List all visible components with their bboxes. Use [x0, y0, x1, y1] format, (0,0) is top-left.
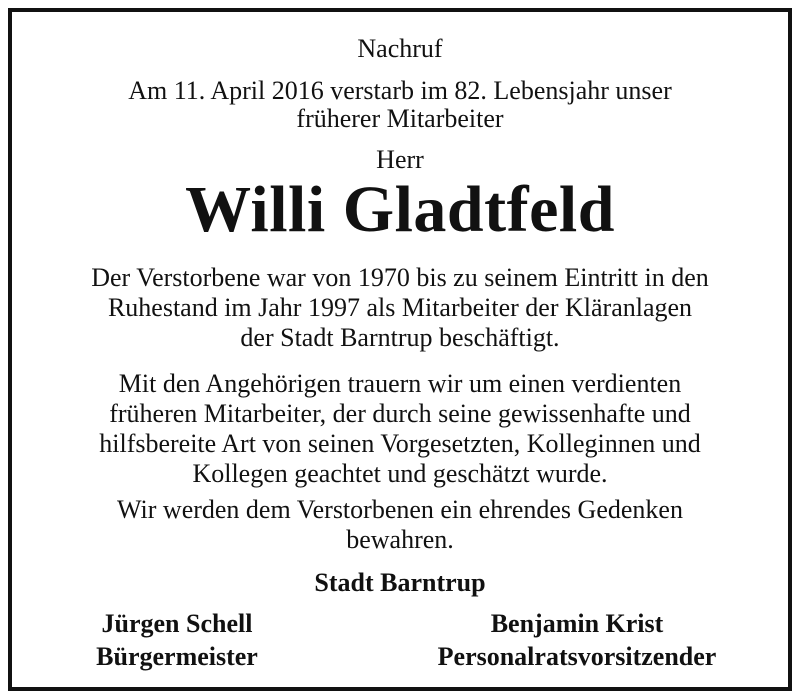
obituary-notice	[8, 8, 792, 691]
closing-line: Wir werden dem Verstorbenen ein ehrendes Gedenken	[117, 495, 683, 524]
closing-line: bewahren.	[346, 525, 454, 554]
intro-line: früherer Mitarbeiter	[296, 104, 504, 133]
body-line: Ruhestand im Jahr 1997 als Mitarbeiter der Kläranlagen	[107, 293, 693, 322]
body-line: hilfsbereite Art von seinen Vorgesetzten, Kolleginnen und	[99, 429, 701, 458]
deceased-name: Willi Gladtfeld	[185, 173, 615, 246]
body-line: Mit den Angehörigen trauern wir um einen verdienten	[118, 369, 682, 398]
signatory-role: Personalratsvorsitzender	[437, 642, 717, 671]
body-line: Der Verstorbene war von 1970 bis zu seinem Eintritt in den	[91, 263, 709, 292]
intro-line: Am 11. April 2016 verstarb im 82. Lebensjahr unser	[128, 76, 672, 105]
signatory-role: Bürgermeister	[96, 642, 258, 671]
signatory-name: Jürgen Schell	[101, 609, 253, 638]
notice-heading: Nachruf	[357, 34, 443, 63]
organization-name: Stadt Barntrup	[314, 568, 486, 597]
body-line: Kollegen geachtet und geschätzt wurde.	[192, 459, 608, 488]
body-line: der Stadt Barntrup beschäftigt.	[240, 323, 560, 352]
salutation: Herr	[376, 145, 424, 174]
body-line: früheren Mitarbeiter, der durch seine gewissenhafte und	[109, 399, 691, 428]
signatory-name: Benjamin Krist	[490, 609, 664, 638]
